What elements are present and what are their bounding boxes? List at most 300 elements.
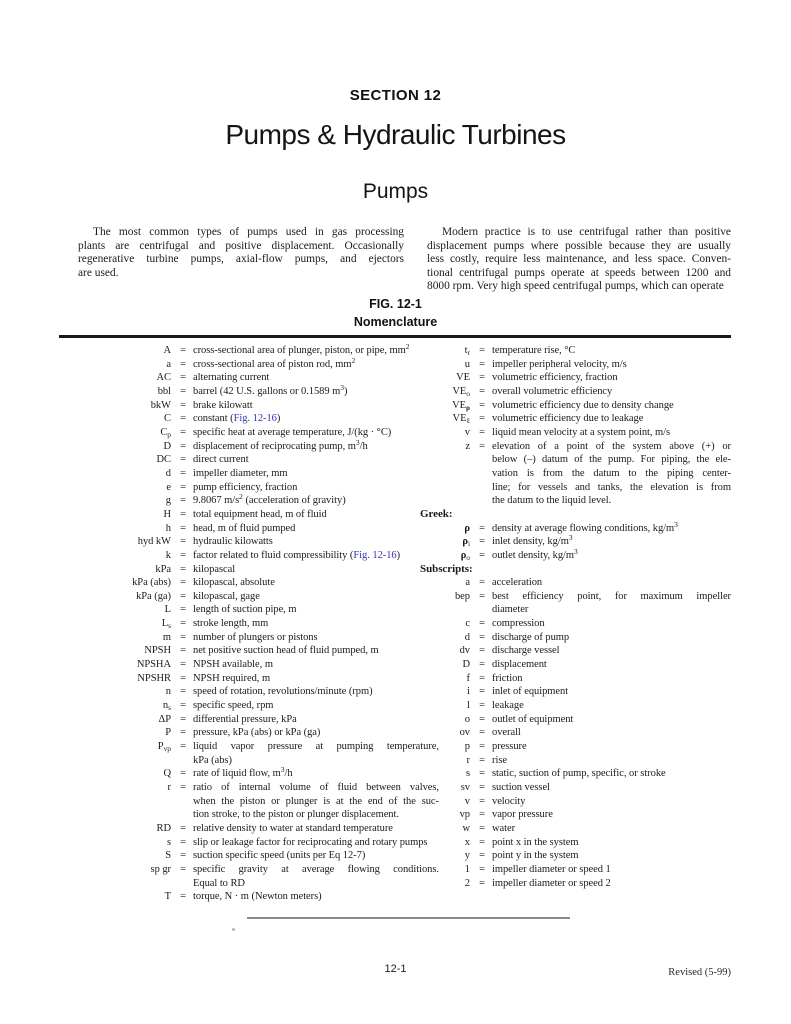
nomenclature-definition (193, 563, 439, 577)
definition-line: alternating current (193, 372, 270, 384)
definition-line: pump efficiency, fraction (193, 481, 298, 493)
definition-line: net positive suction head of fluid pumped, m (193, 645, 379, 657)
nomenclature-definition (193, 437, 439, 454)
equals-sign: = (180, 782, 186, 793)
nomenclature-definition (193, 590, 439, 604)
equals-sign: = (479, 536, 485, 548)
nomenclature-definition (193, 549, 439, 563)
paragraph-line: Modern practice is to use centrifugal rather than positive (442, 226, 731, 238)
nomenclature-definition (193, 508, 439, 522)
definition-line: velocity (492, 795, 526, 807)
nomenclature-symbol: 2 (464, 877, 470, 889)
nomenclature-definition (492, 699, 731, 713)
definition-line: impeller diameter or speed 1 (492, 863, 611, 875)
nomenclature-symbol: $P_{vp}$ (157, 741, 171, 754)
nomenclature-symbol: D (462, 659, 470, 671)
nomenclature-definition (492, 399, 731, 413)
equals-sign: = (180, 495, 186, 507)
nomenclature-row (59, 535, 439, 549)
nomenclature-symbol: L (164, 604, 171, 616)
definition-line: displacement of reciprocating pump, $m^3/h$ (193, 437, 368, 452)
nomenclature-row (420, 849, 731, 863)
nomenclature-group-heading: Subscripts: (420, 562, 473, 575)
equals-sign: = (479, 686, 485, 698)
definition-line: ratio of internal volume of fluid between valves, (193, 782, 439, 793)
nomenclature-definition (492, 863, 731, 877)
equals-sign: = (180, 727, 186, 739)
nomenclature-definition (492, 344, 731, 358)
nomenclature-symbol: $\rho_i$ (462, 536, 470, 549)
nomenclature-symbol: NPSHA (136, 659, 171, 671)
nomenclature-definition (193, 822, 439, 836)
equals-sign: = (479, 700, 485, 712)
definition-line: volumetric efficiency due to leakage (492, 413, 644, 425)
equals-sign: = (180, 577, 186, 589)
stray-mark (232, 928, 235, 931)
nomenclature-definition (492, 519, 731, 536)
definition-line: friction (492, 672, 523, 684)
nomenclature-row (59, 412, 439, 426)
equals-sign: = (479, 822, 485, 834)
nomenclature-row (59, 549, 439, 563)
nomenclature-row (420, 699, 731, 713)
page-subtitle: Pumps (362, 180, 429, 203)
nomenclature-definition (492, 358, 731, 372)
nomenclature-row (420, 576, 731, 590)
nomenclature-symbol: C (164, 413, 171, 425)
nomenclature-row (59, 437, 439, 454)
nomenclature-definition (193, 740, 439, 767)
equals-sign: = (479, 385, 485, 397)
nomenclature-row (59, 713, 439, 727)
equals-sign: = (180, 358, 186, 370)
equals-sign: = (479, 590, 485, 602)
nomenclature-row (420, 685, 731, 699)
nomenclature-symbol: i (467, 686, 470, 698)
definition-line: suction specific speed (units per Eq 12-7) (193, 850, 366, 862)
nomenclature-row (420, 877, 731, 891)
definition-line: leakage (492, 700, 524, 712)
footer-revision-note: Revised (5-99) (668, 967, 731, 978)
equals-sign: = (479, 782, 485, 793)
nomenclature-definition (193, 371, 439, 385)
nomenclature-definition (193, 836, 439, 850)
nomenclature-symbol: $t_r$ (464, 345, 470, 357)
definition-line: impeller diameter, mm (193, 467, 288, 479)
nomenclature-symbol: sv (460, 782, 470, 793)
definition-line: NPSH available, m (193, 659, 273, 671)
nomenclature-definition (492, 877, 731, 891)
nomenclature-definition (193, 603, 439, 617)
nomenclature-definition (193, 467, 439, 481)
equals-sign: = (479, 399, 485, 411)
nomenclature-row (420, 358, 731, 372)
nomenclature-definition (193, 576, 439, 590)
definition-line: specific heat at average temperature, J/(kg · °C) (193, 426, 392, 438)
nomenclature-row (59, 767, 439, 781)
nomenclature-row (420, 344, 731, 358)
page-title: Pumps & Hydraulic Turbines (225, 119, 566, 150)
nomenclature-row (420, 740, 731, 754)
nomenclature-symbol: kPa (ga) (136, 590, 171, 602)
nomenclature-definition (193, 399, 439, 413)
nomenclature-row (59, 699, 439, 713)
definition-line: outlet density, $kg/m^3$ (492, 546, 578, 561)
intro-left-paragraph (78, 226, 404, 280)
nomenclature-definition (193, 344, 439, 358)
nomenclature-symbol: h (165, 522, 171, 534)
definition-line: impeller peripheral velocity, m/s (492, 358, 627, 370)
nomenclature-row (420, 546, 731, 563)
definition-line: specific gravity at average flowing conditions. (193, 863, 439, 875)
intro-right-paragraph (427, 226, 731, 294)
equals-sign: = (479, 618, 485, 630)
nomenclature-row (59, 890, 439, 904)
definition-line: outlet of equipment (492, 713, 574, 725)
nomenclature-row (420, 726, 731, 740)
nomenclature-definition (492, 685, 731, 699)
equals-sign: = (180, 672, 186, 684)
nomenclature-symbol: $VE_o$ (452, 385, 470, 398)
equals-sign: = (479, 358, 485, 370)
definition-line: overall volumetric efficiency (492, 385, 613, 397)
equals-sign: = (180, 645, 186, 657)
nomenclature-definition (193, 631, 439, 645)
fig-12-16-link[interactable]: Fig. 12-16 (233, 413, 277, 425)
definition-line: liquid mean velocity at a system point, m/s (492, 426, 671, 438)
definition-line: hydraulic kilowatts (193, 536, 273, 548)
nomenclature-definition (492, 795, 731, 809)
equals-sign: = (180, 536, 186, 548)
equals-sign: = (479, 631, 485, 643)
equals-sign: = (180, 399, 186, 411)
nomenclature-symbol: DC (156, 454, 171, 466)
nomenclature-row (59, 494, 439, 508)
nomenclature-row (59, 822, 439, 836)
paragraph-line: 8000 rpm. Very high speed centrifugal pumps, which can operate (427, 280, 724, 292)
nomenclature-row (59, 590, 439, 604)
definition-line: point y in the system (492, 850, 579, 862)
nomenclature-definition (492, 617, 731, 631)
nomenclature-symbol: ΔP (158, 713, 171, 725)
definition-line: pressure, kPa (abs) or kPa (ga) (193, 727, 321, 739)
nomenclature-symbol: $C_p$ (160, 426, 171, 439)
nomenclature-symbol: T (164, 891, 171, 903)
equals-sign: = (180, 549, 186, 561)
nomenclature-symbol: y (464, 850, 470, 862)
figure-title: Nomenclature (353, 315, 438, 329)
nomenclature-row (59, 863, 439, 890)
nomenclature-row (420, 781, 731, 795)
equals-sign: = (180, 467, 186, 479)
equals-sign: = (479, 426, 485, 438)
equals-sign: = (180, 385, 186, 397)
nomenclature-row (420, 822, 731, 836)
nomenclature-definition (492, 781, 731, 795)
equals-sign: = (479, 372, 485, 384)
figure-label: FIG. 12-1 (369, 297, 422, 311)
definition-line: liquid vapor pressure at pumping temperature, (193, 741, 439, 753)
nomenclature-definition (492, 740, 731, 754)
equals-sign: = (180, 836, 186, 848)
nomenclature-row (59, 631, 439, 645)
nomenclature-definition (193, 617, 439, 631)
equals-sign: = (180, 454, 186, 466)
nomenclature-symbol: $L_s$ (161, 618, 171, 631)
nomenclature-symbol: hyd kW (137, 536, 171, 548)
nomenclature-symbol: p (464, 741, 470, 753)
nomenclature-symbol: w (462, 822, 470, 834)
definition-line: discharge vessel (492, 645, 560, 657)
definition-line: constant (Fig. 12-16) (193, 413, 281, 425)
definition-line: barrel (42 U.S. gallons or 0.1589 $m^3$) (193, 382, 348, 397)
nomenclature-definition (193, 849, 439, 863)
nomenclature-row (420, 590, 731, 617)
nomenclature-row (59, 658, 439, 672)
equals-sign: = (479, 659, 485, 671)
nomenclature-row (59, 685, 439, 699)
nomenclature-symbol: g (165, 495, 171, 507)
nomenclature-symbol: NPSH (144, 645, 171, 657)
nomenclature-left-column (59, 344, 439, 904)
equals-sign: = (180, 618, 186, 630)
nomenclature-definition (193, 781, 439, 822)
nomenclature-definition (492, 726, 731, 740)
definition-line: head, m of fluid pumped (193, 522, 296, 534)
paragraph-line: tional centrifugal pumps operate at speeds between 1200 and (427, 266, 731, 279)
footnote-rule (247, 917, 570, 919)
nomenclature-symbol: s (166, 836, 171, 848)
nomenclature-symbol: c (465, 618, 470, 630)
definition-line: 9.8067 $m/s^2$ (acceleration of gravity) (193, 492, 346, 507)
nomenclature-definition (193, 426, 439, 440)
equals-sign: = (180, 345, 186, 356)
definition-line: total equipment head, m of fluid (193, 508, 327, 520)
equals-sign: = (479, 549, 485, 561)
equals-sign: = (180, 659, 186, 671)
nomenclature-symbol: dv (459, 645, 470, 657)
definition-line: temperature rise, °C (492, 345, 576, 356)
nomenclature-symbol: AC (156, 372, 171, 384)
nomenclature-row (59, 644, 439, 658)
footer-page-number: 12-1 (384, 963, 407, 975)
nomenclature-row (420, 426, 731, 440)
paragraph-line: regenerative turbine pumps, axial-flow pumps, and ejectors (78, 253, 404, 265)
equals-sign: = (479, 850, 485, 862)
definition-line: density at average flowing conditions, $kg/m^3$ (492, 519, 678, 534)
definition-line: speed of rotation, revolutions/minute (rpm) (193, 686, 373, 698)
nomenclature-definition (492, 576, 731, 590)
equals-sign: = (479, 577, 485, 589)
fig-12-16-link[interactable]: Fig. 12-16 (353, 549, 397, 561)
definition-line: volumetric efficiency, fraction (492, 372, 618, 384)
definition-line: factor related to fluid compressibility (Fig. 12-16) (193, 549, 401, 561)
definition-line: relative density to water at standard temperature (193, 822, 393, 834)
nomenclature-symbol: a (166, 358, 171, 370)
nomenclature-symbol: v (464, 795, 470, 807)
definition-line: diameter (492, 604, 529, 616)
nomenclature-symbol: RD (156, 822, 171, 834)
equals-sign: = (180, 563, 186, 575)
nomenclature-symbol: l (467, 700, 470, 712)
nomenclature-definition (492, 426, 731, 440)
section-label: SECTION 12 (349, 87, 442, 104)
nomenclature-row (420, 440, 731, 508)
nomenclature-symbol: bep (454, 590, 470, 602)
nomenclature-group-heading: Greek: (420, 507, 453, 520)
definition-line: suction vessel (492, 782, 550, 793)
equals-sign: = (180, 604, 186, 616)
definition-line: kilopascal (193, 563, 236, 575)
nomenclature-row (59, 481, 439, 495)
equals-sign: = (180, 713, 186, 725)
nomenclature-definition (193, 767, 439, 781)
nomenclature-symbol: r (466, 754, 470, 766)
equals-sign: = (180, 700, 186, 712)
definition-line: discharge of pump (492, 631, 570, 643)
nomenclature-row (59, 508, 439, 522)
nomenclature-symbol: ov (459, 727, 470, 739)
definition-line: Equal to RD (193, 877, 245, 889)
nomenclature-symbol: P (165, 727, 171, 739)
nomenclature-row (420, 371, 731, 385)
definition-line: when the piston or plunger is at the end of the suc- (193, 795, 439, 807)
definition-line: static, suction of pump, specific, or stroke (492, 768, 666, 780)
definition-line: impeller diameter or speed 2 (492, 877, 611, 889)
nomenclature-definition (492, 631, 731, 645)
nomenclature-row (59, 740, 439, 767)
definition-line: best efficiency point, for maximum impeller (492, 590, 731, 602)
nomenclature-symbol: D (163, 440, 171, 452)
definition-line: below (–) datum of the pump. For piping, the ele- (492, 454, 731, 466)
nomenclature-definition (193, 863, 439, 890)
nomenclature-symbol: kPa (abs) (132, 577, 171, 589)
definition-line: rise (492, 754, 507, 766)
nomenclature-symbol: d (165, 467, 171, 479)
nomenclature-row (420, 795, 731, 809)
equals-sign: = (180, 481, 186, 493)
nomenclature-symbol: d (464, 631, 470, 643)
nomenclature-row (420, 519, 731, 536)
nomenclature-row (59, 603, 439, 617)
definition-line: cross-sectional area of piston rod, $mm^2$ (193, 355, 356, 370)
equals-sign: = (180, 891, 186, 903)
paragraph-line: plants are centrifugal and positive displacement. Occasionally (78, 239, 404, 252)
nomenclature-symbol: A (163, 345, 171, 356)
nomenclature-definition (492, 713, 731, 727)
nomenclature-row (59, 617, 439, 631)
nomenclature-definition (193, 382, 439, 399)
equals-sign: = (479, 754, 485, 766)
nomenclature-symbol: $VE_\ell$ (452, 413, 470, 426)
definition-line: direct current (193, 454, 249, 466)
nomenclature-symbol: S (165, 850, 171, 862)
nomenclature-symbol: a (465, 577, 470, 589)
nomenclature-symbol: H (163, 508, 171, 520)
nomenclature-row (420, 644, 731, 658)
nomenclature-symbol: n (165, 686, 171, 698)
nomenclature-definition (193, 672, 439, 686)
equals-sign: = (479, 795, 485, 807)
nomenclature-symbol: o (464, 713, 470, 725)
equals-sign: = (180, 426, 186, 438)
definition-line: length of suction pipe, m (193, 604, 297, 616)
nomenclature-symbol: 1 (464, 863, 470, 875)
nomenclature-row (59, 382, 439, 399)
nomenclature-definition (492, 546, 731, 563)
equals-sign: = (479, 768, 485, 780)
equals-sign: = (180, 440, 186, 452)
nomenclature-definition (492, 822, 731, 836)
paragraph-line: less costly, require less maintenance, and less space. Conven- (427, 253, 731, 265)
nomenclature-row (59, 399, 439, 413)
nomenclature-symbol: Q (163, 768, 171, 780)
nomenclature-symbol: ρ (464, 522, 470, 534)
nomenclature-definition (193, 713, 439, 727)
definition-line: brake kilowatt (193, 399, 253, 411)
definition-line: acceleration (492, 577, 543, 589)
nomenclature-row (59, 672, 439, 686)
equals-sign: = (479, 713, 485, 725)
equals-sign: = (479, 877, 485, 889)
nomenclature-row (59, 726, 439, 740)
nomenclature-symbol: e (166, 481, 171, 493)
nomenclature-definition (492, 440, 731, 508)
definition-line: displacement (492, 659, 547, 671)
equals-sign: = (479, 522, 485, 534)
definition-line: overall (492, 727, 521, 739)
definition-line: point x in the system (492, 836, 579, 848)
equals-sign: = (479, 741, 485, 753)
nomenclature-row (59, 355, 439, 372)
nomenclature-definition (193, 522, 439, 536)
nomenclature-definition (193, 453, 439, 467)
nomenclature-symbol: s (465, 768, 470, 780)
definition-line: kilopascal, absolute (193, 577, 275, 589)
nomenclature-definition (193, 699, 439, 713)
definition-line: slip or leakage factor for reciprocating and rotary pumps (193, 836, 428, 848)
nomenclature-definition (492, 836, 731, 850)
nomenclature-symbol: sp gr (150, 863, 171, 875)
nomenclature-symbol: kPa (155, 563, 171, 575)
nomenclature-definition (193, 494, 439, 508)
nomenclature-symbol: m (162, 631, 171, 643)
definition-line: torque, N · m (Newton meters) (193, 891, 322, 903)
equals-sign: = (479, 440, 485, 452)
nomenclature-row (420, 767, 731, 781)
nomenclature-definition (492, 590, 731, 617)
nomenclature-row (59, 836, 439, 850)
nomenclature-symbol: k (165, 549, 171, 561)
equals-sign: = (180, 863, 186, 875)
definition-line: tion stroke, to the piston or plunger displacement. (193, 809, 399, 821)
nomenclature-symbol: v (464, 426, 470, 438)
definition-line: rate of liquid flow, $m^3/h$ (193, 765, 293, 780)
definition-line: inlet of equipment (492, 686, 569, 698)
paragraph-line: displacement pumps where possible because they are usually (427, 239, 731, 252)
nomenclature-definition (193, 726, 439, 740)
nomenclature-row (420, 836, 731, 850)
nomenclature-row (420, 808, 731, 822)
nomenclature-definition (193, 685, 439, 699)
nomenclature-row (420, 658, 731, 672)
nomenclature-definition (492, 754, 731, 768)
definition-line: cross-sectional area of plunger, piston, or pipe, $mm^2$ (193, 342, 410, 356)
nomenclature-symbol: bkW (150, 399, 171, 411)
equals-sign: = (479, 645, 485, 657)
nomenclature-definition (193, 644, 439, 658)
definition-line: kilopascal, gage (193, 590, 260, 602)
